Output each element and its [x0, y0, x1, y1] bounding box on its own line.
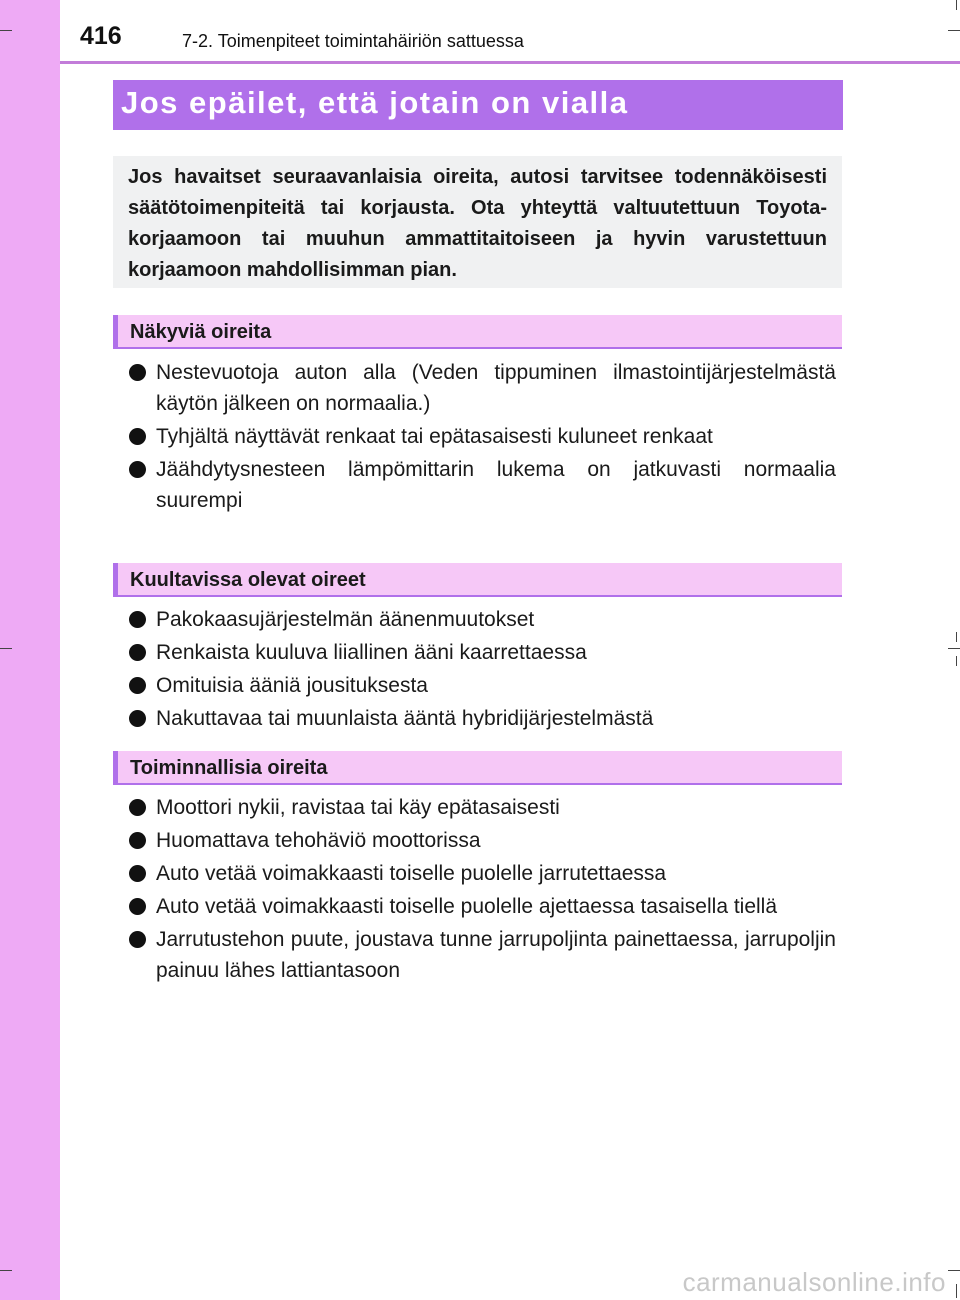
- watermark: carmanualsonline.info: [682, 1267, 946, 1297]
- bullet-icon: [129, 898, 146, 915]
- list-item-text: Omituisia ääniä jousituksesta: [156, 674, 428, 697]
- crop-mark: [948, 30, 960, 31]
- section-heading: Kuultavissa olevat oireet: [130, 569, 366, 591]
- crop-mark: [956, 0, 957, 10]
- list-item-text: Nestevuotoja auton alla (Veden tippuminen ilmastointijärjestelmästä käytön jälkeen on normaalia.): [156, 361, 836, 415]
- bullet-icon: [129, 461, 146, 478]
- section-accent-bar: [113, 563, 118, 595]
- list-item: [128, 792, 836, 823]
- bullet-icon: [129, 865, 146, 882]
- section-header-functional-symptoms: [113, 751, 842, 785]
- list-item-text: Tyhjältä näyttävät renkaat tai epätasaisesti kuluneet renkaat: [156, 425, 713, 448]
- bullet-icon: [129, 611, 146, 628]
- list-item-text: Pakokaasujärjestelmän äänenmuutokset: [156, 608, 535, 631]
- bullet-icon: [129, 799, 146, 816]
- list-item: [128, 858, 836, 889]
- crop-mark: [0, 30, 12, 31]
- list-item-text: Jäähdytysnesteen lämpömittarin lukema on jatkuvasti normaalia suurempi: [156, 458, 836, 512]
- intro-box: [113, 156, 842, 288]
- intro-text: Jos havaitset seuraavanlaisia oireita, autosi tarvitsee todennäköisesti säätötoimenpiteitä tai korjausta. Ota yhteyttä valtuutettuun Toyota-korjaamoon tai muuhun ammattitaitoiseen ja hyvin varustettuun korjaamoon mahdollisimman pian.: [128, 166, 827, 281]
- bullet-icon: [129, 710, 146, 727]
- list-item: [128, 825, 836, 856]
- section-heading: Toiminnallisia oireita: [130, 757, 328, 779]
- section-header-visible-symptoms: [113, 315, 842, 349]
- crop-mark: [956, 1284, 957, 1298]
- list-item: [128, 891, 836, 922]
- page-title: Jos epäilet, että jotain on vialla: [113, 80, 843, 130]
- bullet-list-visible-symptoms: [128, 357, 836, 518]
- bullet-icon: [129, 644, 146, 661]
- crop-mark: [956, 632, 957, 642]
- bullet-icon: [129, 677, 146, 694]
- section-heading: Näkyviä oireita: [130, 321, 272, 343]
- section-accent-bar: [113, 751, 118, 783]
- chapter-section-title: 7-2. Toimenpiteet toimintahäiriön sattuessa: [182, 31, 524, 51]
- list-item: [128, 604, 836, 635]
- crop-mark: [948, 648, 960, 649]
- crop-mark: [948, 1270, 960, 1271]
- list-item: [128, 637, 836, 668]
- section-header-audible-symptoms: [113, 563, 842, 597]
- bullet-list-audible-symptoms: [128, 604, 836, 736]
- side-strip: [0, 0, 60, 1300]
- list-item-text: Jarrutustehon puute, joustava tunne jarrupoljinta painettaessa, jarrupoljin painuu lähes lattiantasoon: [156, 928, 836, 982]
- header-rule: [60, 61, 960, 64]
- crop-mark: [0, 1270, 12, 1271]
- list-item: [128, 421, 836, 452]
- section-accent-bar: [113, 315, 118, 347]
- bullet-icon: [129, 931, 146, 948]
- list-item-text: Renkaista kuuluva liiallinen ääni kaarrettaessa: [156, 641, 587, 664]
- list-item-text: Auto vetää voimakkaasti toiselle puolelle jarrutettaessa: [156, 862, 667, 885]
- bullet-icon: [129, 364, 146, 381]
- crop-mark: [0, 648, 12, 649]
- crop-mark: [956, 656, 957, 666]
- page-number: 416: [80, 22, 122, 50]
- list-item: [128, 454, 836, 516]
- list-item: [128, 670, 836, 701]
- list-item-text: Huomattava tehohäviö moottorissa: [156, 829, 481, 852]
- bullet-icon: [129, 428, 146, 445]
- bullet-list-functional-symptoms: [128, 792, 836, 988]
- list-item: [128, 703, 836, 734]
- list-item: [128, 357, 836, 419]
- list-item-text: Auto vetää voimakkaasti toiselle puolelle ajettaessa tasaisella tiellä: [156, 895, 778, 918]
- list-item-text: Moottori nykii, ravistaa tai käy epätasaisesti: [156, 796, 560, 819]
- list-item: [128, 924, 836, 986]
- list-item-text: Nakuttavaa tai muunlaista ääntä hybridijärjestelmästä: [156, 707, 654, 730]
- bullet-icon: [129, 832, 146, 849]
